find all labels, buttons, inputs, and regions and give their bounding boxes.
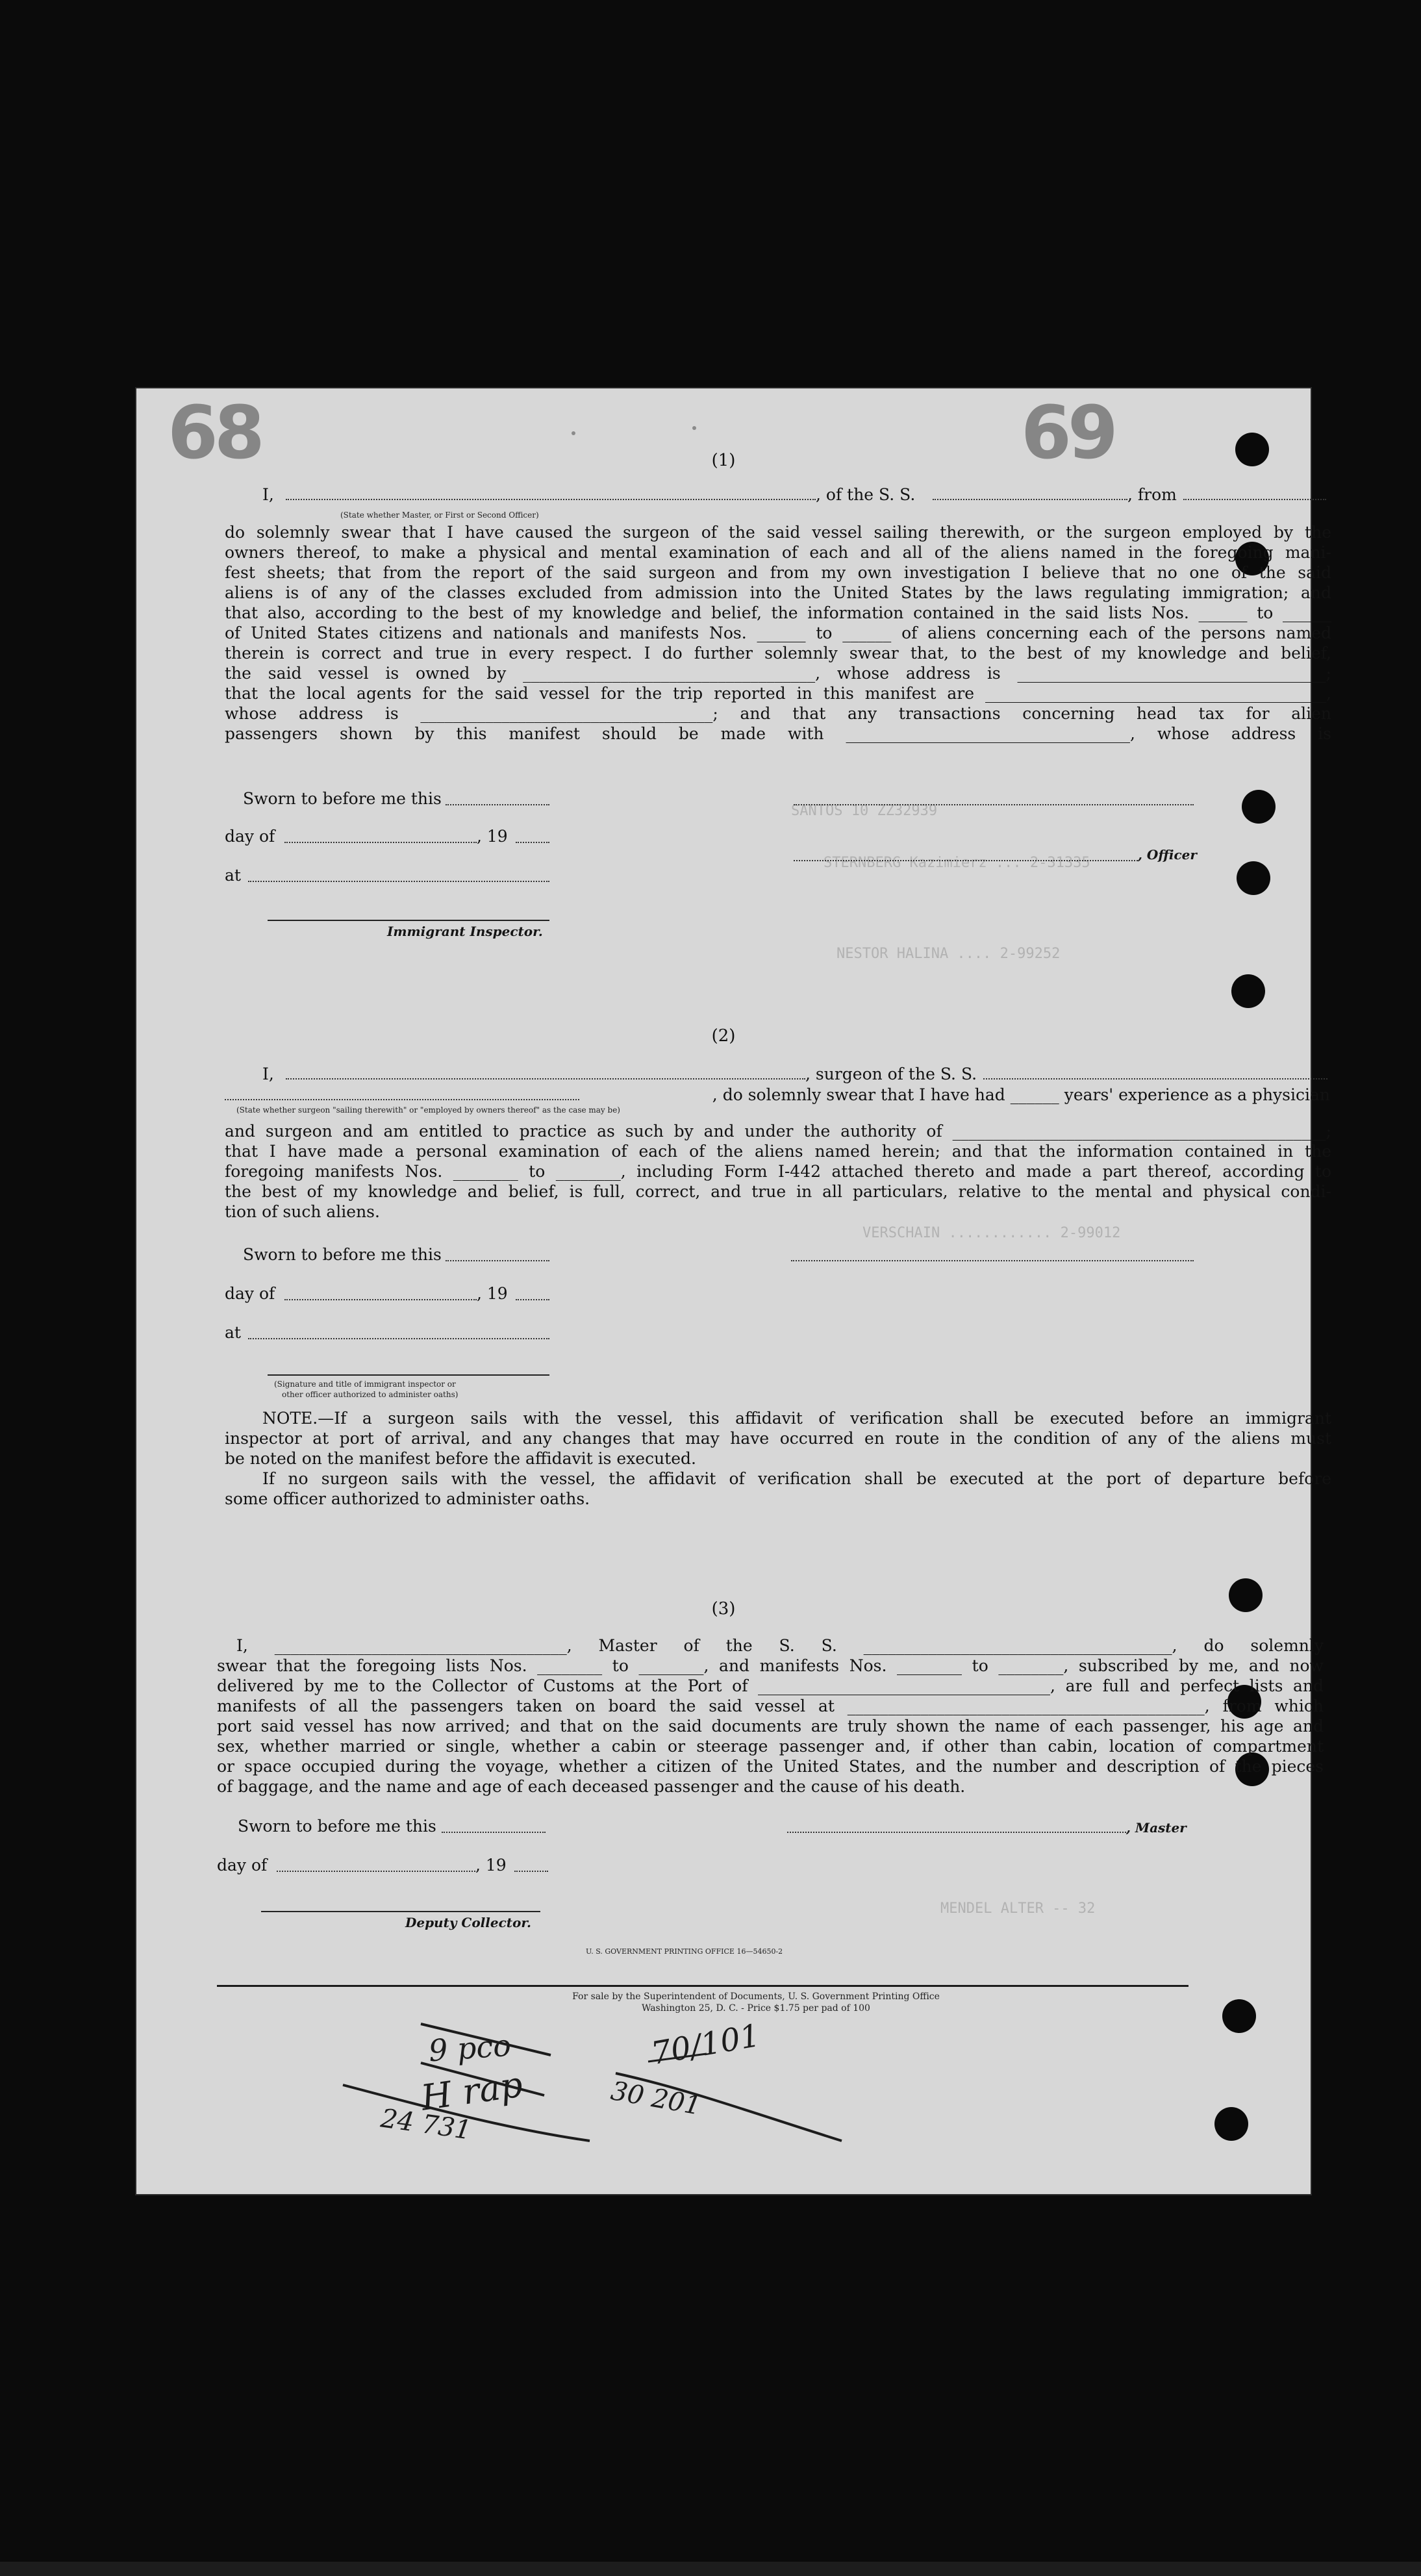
sale-line: For sale by the Superintendent of Documents, U. S. Government Printing Office <box>572 1991 940 2002</box>
signature-note: other officer authorized to administer oaths) <box>282 1390 459 1399</box>
handwriting-strokes <box>135 387 1312 2195</box>
text-line: that the local agents for the said vessel for the trip reported in this manifest are __________________________________________, <box>225 684 1331 703</box>
section-2-lead: I, <box>262 1065 274 1083</box>
year-label: , 19 <box>475 1856 507 1875</box>
sale-line: Washington 25, D. C. - Price $1.75 per pad of 100 <box>642 2003 870 2014</box>
text-line: port said vessel has now arrived; and that on the said documents are truly shown the name of each passenger, his age and <box>217 1717 1324 1736</box>
text-line: fest sheets; that from the report of the said surgeon and from my own investigation I believe that no one of the said <box>225 563 1331 582</box>
printing-office-line: U. S. GOVERNMENT PRINTING OFFICE 16—54650-2 <box>586 1947 783 1956</box>
bleed-through: STERNBERG Kazimierz ... 2-31335 <box>824 855 1090 871</box>
year-label: , 19 <box>477 827 508 846</box>
scan-edge <box>0 2562 1421 2576</box>
corner-stamp-left: 68 <box>168 391 261 475</box>
from-label: , from <box>1127 485 1177 504</box>
surgeon-swear-text: , do solemnly swear that I have had ______ years' experience as a physician <box>712 1085 1330 1104</box>
text-line: therein is correct and true in every respect. I do further solemnly swear that, to the best of my knowledge and belief, <box>225 644 1331 663</box>
text-line: of baggage, and the name and age of each deceased passenger and the cause of his death. <box>217 1777 966 1796</box>
note-line: be noted on the manifest before the affidavit is executed. <box>225 1449 696 1468</box>
text-line: that I have made a personal examination of each of the aliens named herein; and that the information contained in the <box>225 1142 1331 1161</box>
note-line: some officer authorized to administer oaths. <box>225 1489 590 1508</box>
surgeon-status-note: (State whether surgeon "sailing therewith" or "employed by owners thereof" as the case may be) <box>236 1105 620 1115</box>
text-line: of United States citizens and nationals and manifests Nos. ______ to ______ of aliens concerning each of the persons named <box>225 624 1331 642</box>
sworn-label: Sworn to before me this <box>243 789 442 808</box>
officer-rank-note: (State whether Master, or First or Second Officer) <box>340 511 539 520</box>
bleed-through: VERSCHAIN ............ 2-99012 <box>862 1225 1121 1241</box>
section-2-number: (2) <box>711 1026 736 1046</box>
master-label: , Master <box>1126 1820 1187 1836</box>
bleed-through: MENDEL ALTER -- 32 <box>940 1900 1096 1917</box>
text-line: swear that the foregoing lists Nos. ________ to ________, and manifests Nos. ________ to ________, subscribed by me, and now <box>217 1656 1324 1675</box>
text-line: the best of my knowledge and belief, is full, correct, and true in all particulars, relative to the mental and physical condi- <box>225 1182 1331 1201</box>
note-line: If no surgeon sails with the vessel, the affidavit of verification shall be executed at the port of departure before <box>262 1469 1331 1488</box>
day-of-label: day of <box>225 1284 275 1303</box>
text-line: delivered by me to the Collector of Customs at the Port of ____________________________________, are full and perfect lists and <box>217 1676 1324 1695</box>
sworn-label: Sworn to before me this <box>238 1817 436 1836</box>
text-line: whose address is ____________________________________; and that any transactions concerning head tax for alien <box>225 704 1331 723</box>
handwritten-note: 24 731 <box>379 2103 473 2146</box>
bleed-through: NESTOR HALINA .... 2-99252 <box>836 946 1061 962</box>
note-line: inspector at port of arrival, and any changes that may have occurred en route in the condition of any of the aliens must <box>225 1429 1331 1448</box>
of-ss-label: , of the S. S. <box>816 485 916 504</box>
bleed-through: SANTOS 10 ZZ32939 <box>791 803 938 819</box>
text-line: passengers shown by this manifest should be made with ___________________________________, whose address is <box>225 724 1331 743</box>
text-line: and surgeon and am entitled to practice as such by and under the authority of ______________________________________________; <box>225 1122 1331 1141</box>
corner-stamp-right: 69 <box>1021 391 1114 475</box>
text-line: manifests of all the passengers taken on board the said vessel at ____________________________________________, from which <box>217 1697 1324 1715</box>
surgeon-of-label: , surgeon of the S. S. <box>805 1065 977 1083</box>
day-of-label: day of <box>225 827 275 846</box>
text-line: or space occupied during the voyage, whether a citizen of the United States, and the number and description of the pieces <box>217 1757 1324 1776</box>
text-line: do solemnly swear that I have caused the surgeon of the said vessel sailing therewith, or the surgeon employed by the <box>225 523 1331 542</box>
collector-label: Deputy Collector. <box>405 1915 532 1930</box>
text-line: that also, according to the best of my knowledge and belief, the information contained in the said lists Nos. ______ to ______ <box>225 603 1331 622</box>
handwritten-note: 9 pco <box>427 2027 512 2069</box>
signature-note: (Signature and title of immigrant inspector or <box>274 1380 456 1389</box>
section-1-number: (1) <box>711 451 736 470</box>
day-of-label: day of <box>217 1856 268 1875</box>
text-line: the said vessel is owned by ____________________________________, whose address is ______________________________________; <box>225 664 1331 683</box>
text-line: tion of such aliens. <box>225 1202 380 1221</box>
at-label: at <box>225 1323 241 1342</box>
text-line: sex, whether married or single, whether a cabin or steerage passenger and, if other than cabin, location of compartment <box>217 1737 1324 1756</box>
year-label: , 19 <box>477 1284 508 1303</box>
text-line: I, ____________________________________, Master of the S. S. ______________________________________, do solemnly <box>236 1636 1324 1655</box>
inspector-label: Immigrant Inspector. <box>387 924 543 939</box>
note-line: NOTE.—If a surgeon sails with the vessel, this affidavit of verification shall be executed before an immigrant <box>262 1409 1331 1428</box>
text-line: owners thereof, to make a physical and mental examination of each and all of the aliens named in the foregoing mani- <box>225 543 1331 562</box>
handwritten-note: H rap <box>418 2064 525 2119</box>
at-label: at <box>225 866 241 885</box>
section-3-number: (3) <box>711 1599 736 1619</box>
section-1-lead: I, <box>262 485 274 504</box>
handwritten-note: 70/101 <box>648 2017 763 2073</box>
text-line: foregoing manifests Nos. ________ to ________, including Form I-442 attached thereto and made a part thereof, according to <box>225 1162 1331 1181</box>
handwritten-note: 30 201 <box>609 2076 703 2121</box>
sworn-label: Sworn to before me this <box>243 1245 442 1264</box>
text-line: aliens is of any of the classes excluded from admission into the United States by the laws regulating immigration; and <box>225 583 1331 602</box>
officer-label: , Officer <box>1138 847 1197 863</box>
manifest-page <box>135 387 1331 2195</box>
